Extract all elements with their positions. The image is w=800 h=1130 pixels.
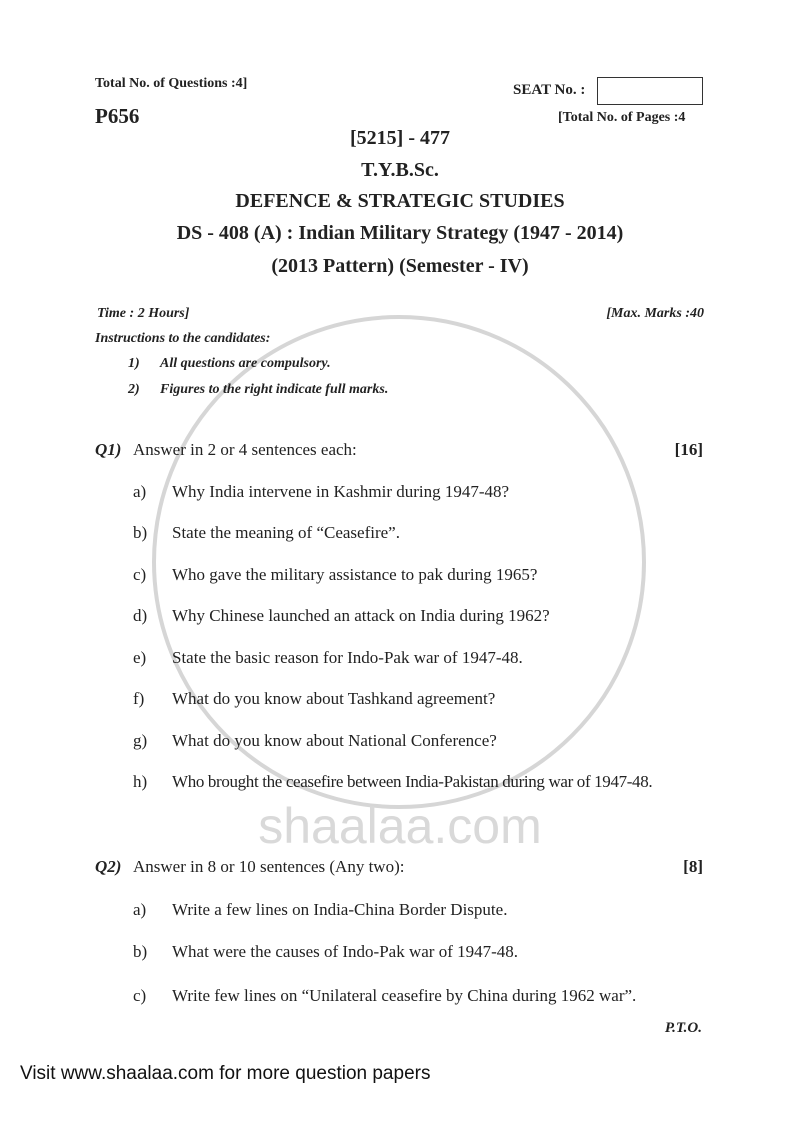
footer-link-text: Visit www.shaalaa.com for more question papers — [20, 1063, 431, 1084]
pto: P.T.O. — [664, 1020, 702, 1036]
item-text: Write a few lines on India-China Border Dispute. — [172, 900, 508, 919]
item-text: Why Chinese launched an attack on India during 1962? — [172, 606, 550, 625]
seat-number-box — [597, 77, 703, 105]
max-marks: [Max. Marks :40 — [606, 306, 704, 321]
question-label: Q1) — [95, 440, 122, 459]
item-letter: a) — [133, 900, 147, 919]
time: Time : 2 Hours] — [97, 306, 190, 321]
item-text: What do you know about National Conference? — [172, 731, 497, 750]
total-questions: Total No. of Questions :4] — [95, 76, 248, 91]
item-text: Who gave the military assistance to pak during 1965? — [172, 565, 538, 584]
course: T.Y.B.Sc. — [361, 159, 439, 181]
item-letter: c) — [133, 986, 147, 1005]
question-marks: [16] — [674, 440, 703, 459]
instruction-text: Figures to the right indicate full marks. — [160, 382, 389, 397]
paper-title: DS - 408 (A) : Indian Military Strategy (1947 - 2014) — [176, 222, 624, 244]
item-letter: f) — [133, 689, 145, 708]
seat-label: SEAT No. : — [513, 82, 586, 98]
exam-code: [5215] - 477 — [350, 127, 450, 149]
watermark-text: shaalaa.com — [258, 798, 542, 854]
instruction-num: 2) — [128, 382, 140, 397]
item-text: What were the causes of Indo-Pak war of 1947-48. — [172, 942, 519, 961]
item-letter: h) — [133, 772, 148, 791]
item-letter: b) — [133, 523, 148, 542]
item-letter: e) — [133, 648, 147, 667]
item-text: Who brought the ceasefire between India-Pakistan during war of 1947-48. — [172, 772, 653, 791]
item-text: Why India intervene in Kashmir during 1947-48? — [172, 482, 510, 501]
pattern: (2013 Pattern) (Semester - IV) — [271, 255, 529, 277]
item-text: Write few lines on “Unilateral ceasefire by China during 1962 war”. — [172, 986, 637, 1005]
total-pages: [Total No. of Pages :4 — [558, 110, 686, 125]
instructions-title: Instructions to the candidates: — [95, 331, 271, 346]
instruction-text: All questions are compulsory. — [160, 356, 331, 371]
item-letter: b) — [133, 942, 148, 961]
item-text: State the basic reason for Indo-Pak war of 1947-48. — [172, 648, 523, 667]
subject: DEFENCE & STRATEGIC STUDIES — [235, 190, 565, 212]
question-prompt: Answer in 8 or 10 sentences (Any two): — [133, 857, 405, 876]
item-letter: a) — [133, 482, 147, 501]
item-letter: d) — [133, 606, 148, 625]
question-marks: [8] — [683, 857, 703, 876]
item-text: State the meaning of “Ceasefire”. — [172, 523, 400, 542]
item-text: What do you know about Tashkand agreement? — [172, 689, 496, 708]
question-prompt: Answer in 2 or 4 sentences each: — [133, 440, 357, 459]
instruction-num: 1) — [128, 356, 140, 371]
question-label: Q2) — [95, 857, 122, 876]
item-letter: g) — [133, 731, 148, 750]
paper-code: P656 — [95, 104, 140, 128]
item-letter: c) — [133, 565, 147, 584]
